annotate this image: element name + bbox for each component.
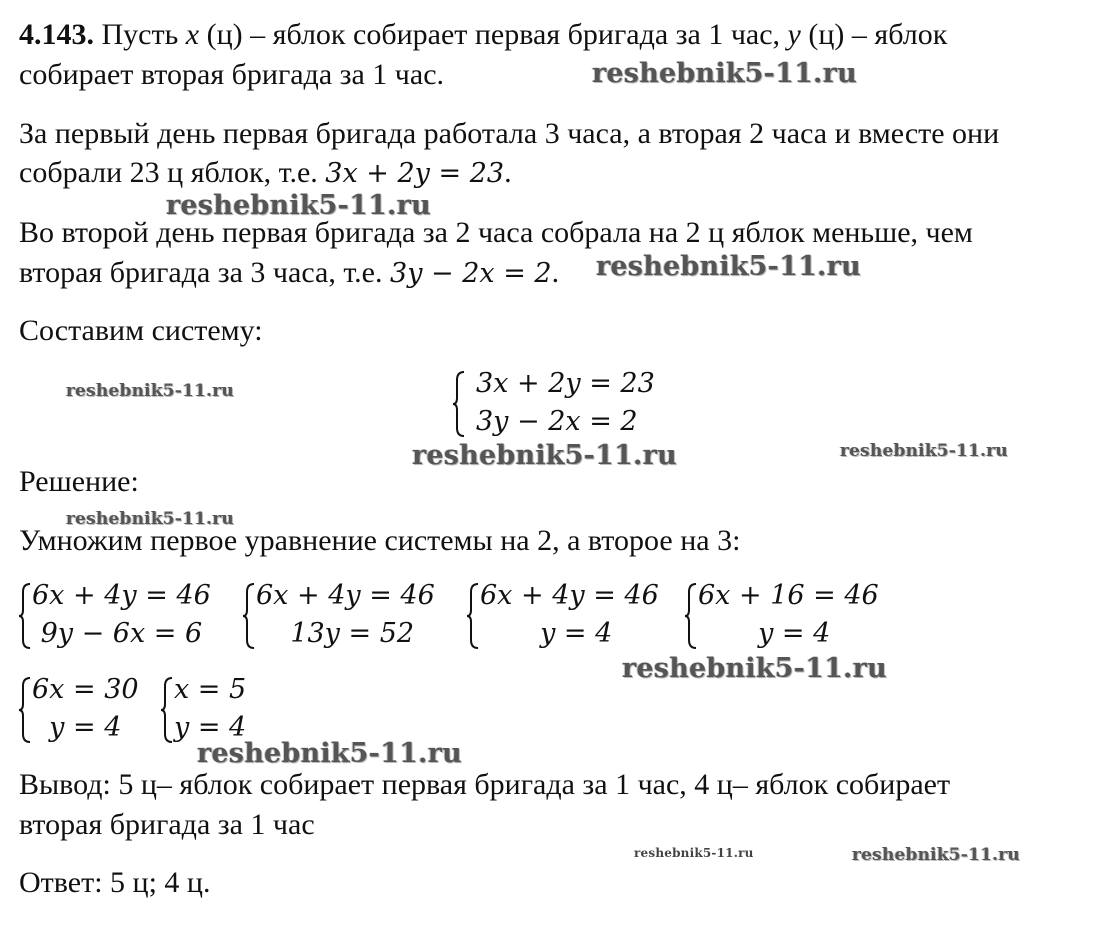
left-brace-icon: [18, 580, 32, 652]
main-system-row-1: 3x + 2y = 23: [476, 368, 655, 399]
solution-label: Решение:: [19, 465, 139, 498]
problem-number: 4.143.: [19, 18, 94, 51]
left-brace-icon: [160, 674, 174, 746]
watermark: reshebnik5-11.ru: [840, 441, 1008, 461]
para2-line-2: [19, 256, 559, 291]
variable-x: x: [185, 18, 200, 51]
step-1-row-1: 6x + 4y = 46: [32, 580, 211, 611]
step-5-row-2: y = 4: [32, 712, 122, 743]
main-system: [452, 368, 672, 440]
step-system-2: [242, 580, 457, 652]
watermark: reshebnik5-11.ru: [852, 845, 1020, 865]
problem-text-a: Пусть: [101, 18, 186, 51]
para1-end: .: [504, 156, 512, 189]
left-brace-icon: [684, 580, 698, 652]
step-3-row-1: 6x + 4y = 46: [480, 580, 659, 611]
step-1-row-2: 9y − 6x = 6: [32, 618, 203, 649]
step-2-row-1: 6x + 4y = 46: [256, 580, 435, 611]
problem-line-2: собирает вторая бригада за 1 час.: [19, 58, 445, 91]
left-brace-icon: [452, 368, 466, 440]
step-system-1: [18, 580, 233, 652]
watermark: reshebnik5-11.ru: [622, 653, 887, 684]
step-4-row-1: 6x + 16 = 46: [698, 580, 879, 611]
watermark: reshebnik5-11.ru: [166, 190, 431, 221]
watermark: reshebnik5-11.ru: [596, 251, 861, 282]
step-system-3: [466, 580, 681, 652]
problem-text-b: (ц) – яблок собирает первая бригада за 1 час,: [199, 18, 788, 51]
problem-line-1: [19, 18, 947, 52]
watermark: reshebnik5-11.ru: [197, 738, 462, 769]
step-2-row-2: 13y = 52: [256, 618, 415, 649]
step-6-row-2: y = 4: [174, 712, 247, 743]
step-4-row-2: y = 4: [698, 618, 831, 649]
step-6-row-1: x = 5: [174, 674, 247, 705]
conclusion-line-1: Вывод: 5 ц– яблок собирает первая бригада за 1 час, 4 ц– яблок собирает: [19, 768, 951, 801]
step-system-4: [684, 580, 899, 652]
watermark: reshebnik5-11.ru: [66, 381, 234, 401]
answer-line: Ответ: 5 ц; 4 ц.: [19, 866, 211, 899]
watermark: reshebnik5-11.ru: [634, 846, 754, 860]
para1-equation: 3x + 2y = 23: [325, 158, 505, 189]
left-brace-icon: [466, 580, 480, 652]
left-brace-icon: [18, 674, 32, 746]
para2-text: вторая бригада за 3 часа, т.е.: [19, 256, 391, 289]
multiply-text: Умножим первое уравнение системы на 2, а второе на 3:: [19, 524, 741, 557]
para2-equation: 3y − 2x = 2: [390, 258, 552, 289]
main-system-row-2: 3y − 2x = 2: [476, 406, 638, 437]
step-5-row-1: 6x = 30: [32, 674, 139, 705]
step-system-5: [18, 674, 153, 746]
problem-text-c: (ц) – яблок: [800, 18, 948, 51]
para1-text: собрали 23 ц яблок, т.е.: [19, 156, 326, 189]
left-brace-icon: [242, 580, 256, 652]
conclusion-line-2: вторая бригада за 1 час: [19, 808, 315, 841]
para2-end: .: [551, 256, 560, 289]
para1-line-1: За первый день первая бригада работала 3 часа, а вторая 2 часа и вместе они: [19, 117, 1000, 150]
step-3-row-2: y = 4: [480, 618, 613, 649]
para2-line-1: Во второй день первая бригада за 2 часа собрала на 2 ц яблок меньше, чем: [19, 216, 973, 249]
variable-y: y: [787, 18, 801, 51]
step-system-6: [160, 674, 270, 746]
watermark: reshebnik5-11.ru: [412, 440, 677, 471]
compose-heading: Составим систему:: [19, 314, 263, 347]
watermark: reshebnik5-11.ru: [66, 509, 234, 529]
para1-line-2: [19, 156, 512, 191]
watermark: reshebnik5-11.ru: [592, 58, 857, 89]
